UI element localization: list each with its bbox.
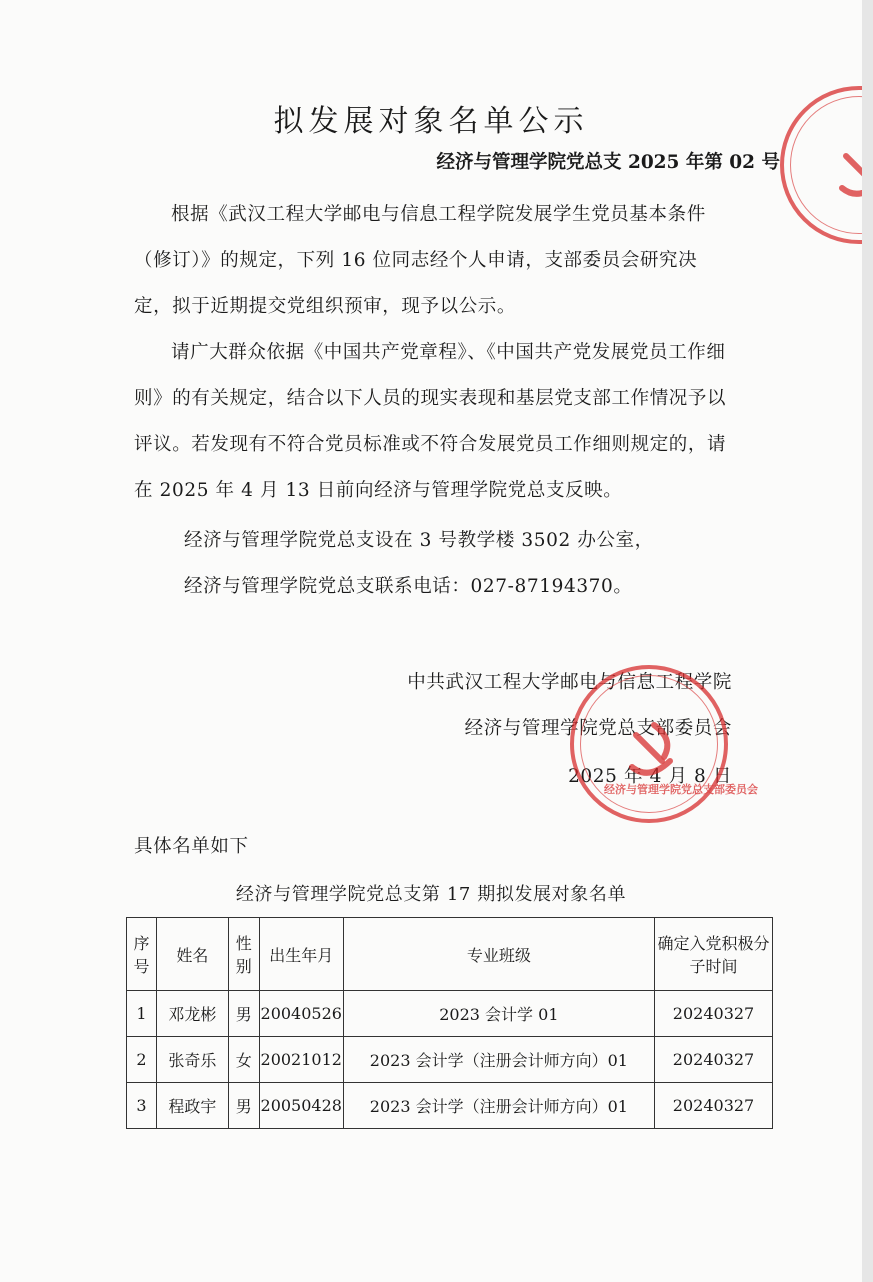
phone-line: 经济与管理学院党总支联系电话：027-87194370。: [184, 576, 633, 597]
table-row: [127, 991, 773, 1037]
cell-name: 邓龙彬: [156, 991, 228, 1037]
table-row: [127, 1037, 773, 1083]
cell-index: 1: [127, 991, 157, 1037]
cell-activist-date: 20240327: [655, 991, 773, 1037]
signature-date: 2025 年 4 月 8 日: [568, 766, 732, 787]
seal-center-text: 经济与管理学院党总支部委员会: [604, 783, 758, 796]
cell-gender: 男: [228, 1083, 259, 1129]
header-index: 序号: [127, 918, 157, 991]
paragraph-1: 根据《武汉工程大学邮电与信息工程学院发展学生党员基本条件（修订）》的规定，下列 16 位同志经个人申请，支部委员会研究决定，拟于近期提交党组织预审，现予以公示。: [134, 204, 706, 317]
cell-major-class: 2023 会计学（注册会计师方向）01: [343, 1037, 654, 1083]
table-title: 经济与管理学院党总支第 17 期拟发展对象名单: [235, 884, 627, 905]
header-major-class: 专业班级: [343, 918, 654, 991]
header-name: 姓名: [156, 918, 228, 991]
paragraph-2: 请广大群众依据《中国共产党章程》、《中国共产党发展党员工作细则》的有关规定，结合以下人员的现实表现和基层党支部工作情况予以评议。若发现有不符合党员标准或不符合发展党员工作细则规定的，请在 2025 年 4 月 13 日前向经济与管理学院党总支反映。: [134, 342, 727, 501]
list-intro: 具体名单如下: [134, 836, 249, 857]
cell-major-class: 2023 会计学（注册会计师方向）01: [343, 1083, 654, 1129]
corner-seal-emblem-icon: [784, 90, 862, 240]
cell-name: 张奇乐: [156, 1037, 228, 1083]
header-gender: 性别: [228, 918, 259, 991]
document-number: 经济与管理学院党总支 2025 年第 02 号: [436, 152, 780, 173]
signature-org1: 中共武汉工程大学邮电与信息工程学院: [407, 672, 732, 693]
cell-gender: 女: [228, 1037, 259, 1083]
cell-birth: 20050428: [259, 1083, 343, 1129]
scan-edge: [862, 0, 873, 1282]
signature-org2: 经济与管理学院党总支部委员会: [464, 718, 732, 739]
cell-activist-date: 20240327: [655, 1083, 773, 1129]
official-seal: [570, 665, 758, 823]
cell-index: 3: [127, 1083, 157, 1129]
cell-birth: 20040526: [259, 991, 343, 1037]
header-activist-date: 确定入党积极分子时间: [655, 918, 773, 991]
table-header-row: [127, 918, 773, 991]
cell-name: 程政宇: [156, 1083, 228, 1129]
office-line: 经济与管理学院党总支设在 3 号教学楼 3502 办公室，: [184, 530, 654, 551]
corner-seal: [780, 86, 862, 244]
cell-index: 2: [127, 1037, 157, 1083]
cell-gender: 男: [228, 991, 259, 1037]
cell-major-class: 2023 会计学 01: [343, 991, 654, 1037]
page-title: 拟发展对象名单公示: [273, 104, 589, 139]
candidate-table: [126, 917, 773, 1129]
cell-activist-date: 20240327: [655, 1037, 773, 1083]
cell-birth: 20021012: [259, 1037, 343, 1083]
table-row: [127, 1083, 773, 1129]
header-birth: 出生年月: [259, 918, 343, 991]
